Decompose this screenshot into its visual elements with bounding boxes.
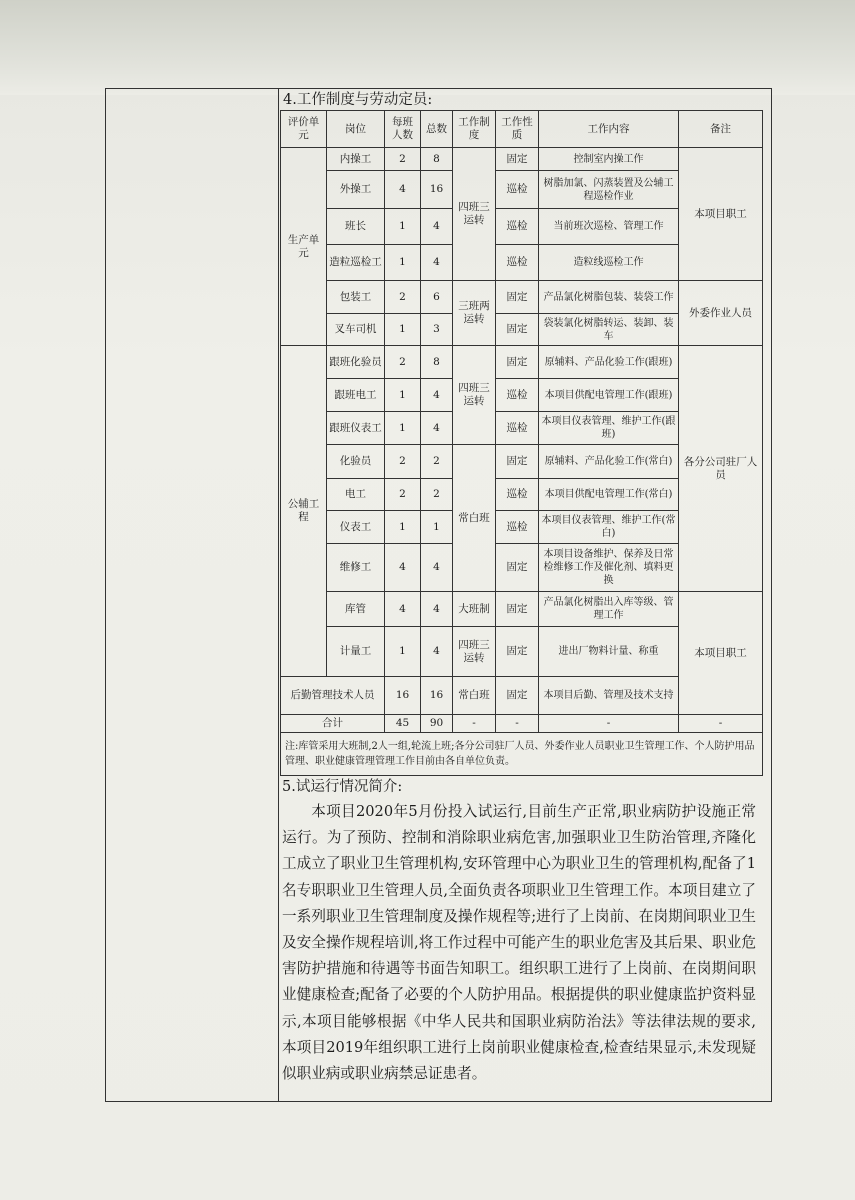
content-cell: 控制室内操工作 [539,148,679,171]
per-shift-cell: 4 [385,544,421,592]
per-shift-cell: 1 [385,209,421,245]
section5-heading: 5.试运行情况简介: [282,779,403,795]
per-shift-cell: 4 [385,171,421,209]
note-row [281,733,763,776]
per-shift-cell: 1 [385,245,421,281]
system-cell: - [453,715,496,733]
system-cell: 四班三运转 [453,148,496,281]
post-cell: 造粒巡检工 [327,245,385,281]
content-cell: - [539,715,679,733]
header-cell: 每班人数 [385,111,421,148]
unit-cell: 生产单元 [281,148,327,346]
content-cell: 产品氯化树脂出入库等级、管理工作 [539,592,679,627]
nature-cell: 固定 [496,445,539,479]
content-cell: 本项目仪表管理、维护工作(跟班) [539,412,679,445]
total-cell: 1 [421,511,453,544]
content-cell: 造粒线巡检工作 [539,245,679,281]
table-row [281,281,763,314]
content-cell: 树脂加氯、闪蒸装置及公辅工程巡检作业 [539,171,679,209]
per-shift-cell: 2 [385,346,421,379]
total-cell: 4 [421,379,453,412]
total-cell: 4 [421,544,453,592]
header-cell: 岗位 [327,111,385,148]
total-cell: 4 [421,245,453,281]
content-cell: 进出厂物料计量、称重 [539,627,679,677]
table-header-row [281,111,763,148]
content-cell: 本项目设备维护、保养及日常检维修工作及催化剂、填料更换 [539,544,679,592]
grand-total: 90 [421,715,453,733]
section4-heading: 4.工作制度与劳动定员: [283,92,433,108]
post-cell: 跟班仪表工 [327,412,385,445]
content-cell: 原辅料、产品化验工作(跟班) [539,346,679,379]
nature-cell: 固定 [496,148,539,171]
remark-cell: - [679,715,763,733]
content-cell: 当前班次巡检、管理工作 [539,209,679,245]
post-cell: 叉车司机 [327,314,385,346]
per-shift-cell: 1 [385,412,421,445]
nature-cell: 固定 [496,281,539,314]
content-cell [280,90,762,1087]
nature-cell: 巡检 [496,379,539,412]
total-row [281,715,763,733]
staffing-table [280,110,763,776]
header-cell: 备注 [679,111,763,148]
total-cell: 4 [421,592,453,627]
content-cell: 本项目供配电管理工作(常白) [539,479,679,511]
post-cell: 库管 [327,592,385,627]
post-cell: 内操工 [327,148,385,171]
header-cell: 工作制度 [453,111,496,148]
remark-cell: 外委作业人员 [679,281,763,346]
total-label: 合计 [281,715,385,733]
total-cell: 16 [421,171,453,209]
nature-cell: 固定 [496,346,539,379]
header-cell: 总数 [421,111,453,148]
per-shift-cell: 2 [385,148,421,171]
nature-cell: 固定 [496,592,539,627]
total-cell: 8 [421,346,453,379]
system-cell: 三班两运转 [453,281,496,346]
nature-cell: 巡检 [496,171,539,209]
content-cell: 产品氯化树脂包装、装袋工作 [539,281,679,314]
post-cell: 跟班电工 [327,379,385,412]
content-cell: 原辅料、产品化验工作(常白) [539,445,679,479]
post-cell: 维修工 [327,544,385,592]
remark-cell: 本项目职工 [679,148,763,281]
per-shift-cell: 2 [385,445,421,479]
post-cell: 包装工 [327,281,385,314]
nature-cell: 巡检 [496,479,539,511]
total-cell: 8 [421,148,453,171]
left-column-divider [278,89,279,1101]
total-cell: 16 [421,677,453,715]
post-cell: 跟班化验员 [327,346,385,379]
post-cell: 后勤管理技术人员 [281,677,385,715]
scan-top-band [0,0,855,95]
post-cell: 班长 [327,209,385,245]
post-cell: 电工 [327,479,385,511]
per-shift-cell: 1 [385,627,421,677]
per-shift-cell: 2 [385,281,421,314]
content-cell: 本项目供配电管理工作(跟班) [539,379,679,412]
per-shift-cell: 1 [385,511,421,544]
nature-cell: 固定 [496,627,539,677]
system-cell: 常白班 [453,445,496,592]
total-cell: 2 [421,479,453,511]
total-cell: 4 [421,209,453,245]
remark-cell: 各分公司驻厂人员 [679,346,763,592]
post-cell: 外操工 [327,171,385,209]
header-cell: 评价单元 [281,111,327,148]
nature-cell: 巡检 [496,511,539,544]
content-cell: 袋装氯化树脂转运、装卸、装车 [539,314,679,346]
system-cell: 常白班 [453,677,496,715]
header-cell: 工作性质 [496,111,539,148]
system-cell: 四班三运转 [453,346,496,445]
total-cell: 2 [421,445,453,479]
unit-cell: 公辅工程 [281,346,327,677]
nature-cell: 固定 [496,544,539,592]
total-cell: 4 [421,627,453,677]
content-cell: 本项目后勤、管理及技术支持 [539,677,679,715]
total-cell: 3 [421,314,453,346]
nature-cell: - [496,715,539,733]
per-shift-cell: 16 [385,677,421,715]
system-cell: 大班制 [453,592,496,627]
header-cell: 工作内容 [539,111,679,148]
total-cell: 6 [421,281,453,314]
post-cell: 仪表工 [327,511,385,544]
per-shift-total: 45 [385,715,421,733]
system-cell: 四班三运转 [453,627,496,677]
remark-cell: 本项目职工 [679,592,763,715]
post-cell: 化验员 [327,445,385,479]
nature-cell: 固定 [496,314,539,346]
trial-run-paragraph: 本项目2020年5月份投入试运行,目前生产正常,职业病防护设施正常运行。为了预防、控制和消除职业病危害,加强职业卫生防治管理,齐隆化工成立了职业卫生管理机构,安环管理中心为职业卫生的管理机构,配备了1名专职职业卫生管理人员,全面负责各项职业卫生管理工作。本项目建立了一系列职业卫生管理制度及操作规程等;进行了上岗前、在岗期间职业卫生及安全操作规程培训,将工作过程中可能产生的职业危害及其后果、职业危害防护措施和待遇等书面告知职工。组织职工进行了上岗前、在岗期间职业健康检查;配备了必要的个人防护用品。根据提供的职业健康监护资料显示,本项目能够根据《中华人民共和国职业病防治法》等法律法规的要求,本项目2019年组织职工进行上岗前职业健康检查,检查结果显示,未发现疑似职业病或职业病禁忌证患者。 [282,803,756,1083]
nature-cell: 巡检 [496,245,539,281]
nature-cell: 巡检 [496,412,539,445]
table-note: 注:库管采用大班制,2人一组,轮流上班;各分公司驻厂人员、外委作业人员职业卫生管理工作、个人防护用品管理、职业健康管理管理工作目前由各自单位负责。 [281,733,763,776]
per-shift-cell: 4 [385,592,421,627]
table-row [281,592,763,627]
table-row [281,148,763,171]
post-cell: 计量工 [327,627,385,677]
per-shift-cell: 1 [385,314,421,346]
per-shift-cell: 1 [385,379,421,412]
nature-cell: 巡检 [496,209,539,245]
total-cell: 4 [421,412,453,445]
per-shift-cell: 2 [385,479,421,511]
nature-cell: 固定 [496,677,539,715]
content-cell: 本项目仪表管理、维护工作(常白) [539,511,679,544]
table-row [281,346,763,379]
